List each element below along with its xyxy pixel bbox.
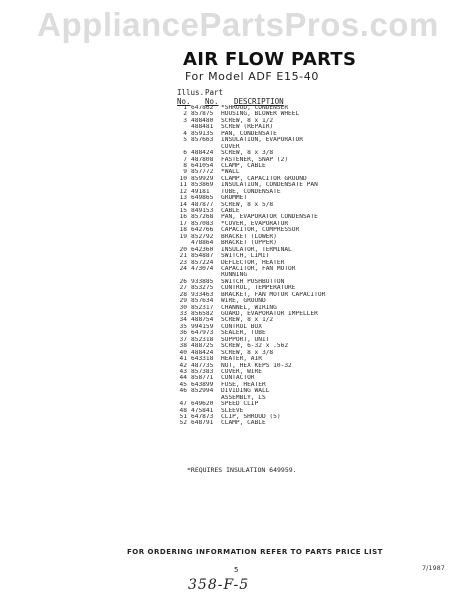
part-illus-no: 34 <box>179 317 187 324</box>
part-illus-no: 40 <box>179 349 187 356</box>
part-description: GROMMET <box>221 195 248 202</box>
part-description: WIRE, GROUND <box>221 298 266 305</box>
part-number: 641054 <box>191 162 214 169</box>
part-number: 853869 <box>191 182 214 189</box>
part-illus-no: 13 <box>179 195 187 202</box>
footnote: *REQUIRES INSULATION 649959. <box>187 466 297 474</box>
part-number: 857634 <box>191 298 214 305</box>
part-description: BRACKET, FAN MOTOR CAPACITOR <box>221 291 326 298</box>
part-number: 647873 <box>191 414 214 420</box>
part-illus-no: 8 <box>183 162 187 169</box>
part-illus-no: 41 <box>179 356 187 363</box>
part-number: 49181 <box>191 188 210 195</box>
part-illus-no: 30 <box>179 304 187 311</box>
part-description: CONTACTOR <box>221 375 255 382</box>
part-description: CAPACITOR, FAN MOTOR <box>221 265 296 272</box>
part-number: 642766 <box>191 227 214 234</box>
part-illus-no: 35 <box>179 323 187 330</box>
part-description: SPEED CLIP <box>221 401 259 408</box>
part-description: GUARD, EVAPORATOR IMPELLER <box>221 311 318 317</box>
part-description: CLAMP, CAPACITOR GROUND <box>221 175 307 182</box>
header-part: Part <box>205 88 224 97</box>
part-description: SCREW, 6-32 x .562 <box>221 343 289 350</box>
part-illus-no: 42 <box>179 362 187 369</box>
part-illus-no: 38 <box>179 343 187 350</box>
part-illus-no: 29 <box>179 298 187 305</box>
part-description: SCREW, 8 x 1/2 <box>221 317 274 324</box>
part-illus-no: 47 <box>179 401 187 408</box>
part-description: NUT, HEX KEPS 10-32 <box>221 362 292 369</box>
header-part-no: No. <box>205 97 219 106</box>
part-number: 649620 <box>191 401 214 408</box>
part-illus-no: 18 <box>179 227 187 234</box>
part-illus-no: 14 <box>179 201 187 208</box>
part-illus-no: 37 <box>179 336 187 343</box>
handwritten-note: 358-F-5 <box>188 577 250 593</box>
part-number: 857224 <box>191 259 214 266</box>
part-illus-no: 4 <box>183 130 187 137</box>
part-number: 857875 <box>191 111 214 118</box>
part-description: CAPACITOR, COMPRESSOR <box>221 227 300 234</box>
part-number: 854887 <box>191 253 214 260</box>
part-number: 487877 <box>191 201 214 208</box>
part-number: 647862 <box>191 105 214 111</box>
part-number: 649865 <box>191 195 214 202</box>
header-illus-no: No. <box>177 97 191 106</box>
part-description: CABLE <box>221 208 240 214</box>
part-description: *WALL <box>221 169 240 176</box>
part-illus-no: 9 <box>183 169 187 176</box>
part-number: 852994 <box>191 388 214 395</box>
part-description: SWITCH, LIMIT <box>221 253 270 260</box>
part-illus-no: 11 <box>179 182 187 189</box>
part-number: 852318 <box>191 336 214 343</box>
part-illus-no: 26 <box>179 278 187 285</box>
part-description: SCREW, 8 x 1/2 <box>221 117 274 124</box>
part-illus-no: 51 <box>179 414 187 420</box>
part-number: 478864 <box>191 240 214 247</box>
part-number: 933885 <box>191 278 214 285</box>
part-illus-no: 17 <box>179 220 187 227</box>
part-description: PAN, EVAPORATOR CONDENSATE <box>221 214 318 221</box>
part-number: 643899 <box>191 381 214 388</box>
part-illus-no: 52 <box>179 420 187 427</box>
part-description: SLEEVE <box>221 407 244 414</box>
part-description: CHANNEL, WIRING <box>221 304 277 311</box>
part-description: INSULATION, CONDENSATE PAN <box>221 182 318 189</box>
part-description: BRACKET (UPPER) <box>221 240 277 247</box>
part-number: 488725 <box>191 343 214 350</box>
part-number: 488424 <box>191 349 214 356</box>
header-illus: Illus. <box>177 88 205 97</box>
part-description: SEALER, TUBE <box>221 330 266 337</box>
part-number: 856582 <box>191 311 214 317</box>
part-description: SWITCH PUSHBUTTON <box>221 278 285 285</box>
part-illus-no: 24 <box>179 265 187 272</box>
part-description: HEATER, AIR <box>221 356 262 363</box>
part-number: 487808 <box>191 156 214 163</box>
part-number: 852317 <box>191 304 214 311</box>
part-number: 488424 <box>191 150 214 157</box>
part-illus-no: 27 <box>179 285 187 292</box>
part-number: 858771 <box>191 375 214 382</box>
model-subtitle: For Model ADF E15-40 <box>185 70 319 83</box>
part-number: 859929 <box>191 175 214 182</box>
parts-list <box>176 105 456 427</box>
part-illus-no: 43 <box>179 368 187 375</box>
part-number: 857772 <box>191 169 214 176</box>
page-number: 5 <box>234 566 239 574</box>
part-number: 994159 <box>191 323 214 330</box>
part-number: 642360 <box>191 246 214 253</box>
part-description: CONTROL, TEMPERATURE <box>221 285 296 292</box>
part-description: SCREW (REPAIR) <box>221 124 274 131</box>
part-description: *COVER, EVAPORATOR <box>221 220 289 227</box>
part-illus-no: 6 <box>183 150 187 157</box>
watermark: AppliancePartsPros.com <box>37 6 439 43</box>
part-number: 857083 <box>191 220 214 227</box>
part-illus-no: 23 <box>179 259 187 266</box>
part-number: 857383 <box>191 368 214 375</box>
part-illus-no: 28 <box>179 291 187 298</box>
part-description: HOUSING, BLOWER WHEEL <box>221 111 300 118</box>
part-description: CLAMP, CABLE <box>221 162 266 169</box>
part-description: INSULATOR, TERMINAL <box>221 246 292 253</box>
part-description: SUPPORT, UNIT <box>221 336 270 343</box>
part-illus-no: 21 <box>179 253 187 260</box>
part-description: DIVIDING WALL <box>221 388 270 395</box>
part-number: 852792 <box>191 233 214 240</box>
part-illus-no: 10 <box>179 175 187 182</box>
date-code: 7/1987 <box>422 564 445 572</box>
part-illus-no: 12 <box>179 188 187 195</box>
part-illus-no: 3 <box>183 117 187 124</box>
part-illus-no: 7 <box>183 156 187 163</box>
part-number: 647973 <box>191 330 214 337</box>
part-illus-no: 44 <box>179 375 187 382</box>
part-description: COVER, WIRE <box>221 368 262 375</box>
part-illus-no: 19 <box>179 233 187 240</box>
part-description: CLIP, SHROUD (5) <box>221 414 281 420</box>
part-number: 487735 <box>191 362 214 369</box>
part-illus-no: 36 <box>179 330 187 337</box>
part-description: TUBE, CONDENSATE <box>221 188 281 195</box>
part-description: CLAMP, CABLE <box>221 420 266 427</box>
part-number: 488480 <box>191 117 214 124</box>
part-illus-no: 1 <box>183 105 187 111</box>
part-description: FUSE, HEATER <box>221 381 266 388</box>
part-description: CONTROL BOX <box>221 323 262 330</box>
part-illus-no: 20 <box>179 246 187 253</box>
part-description: SCREW, 8 x 5/8 <box>221 201 274 208</box>
part-description: FASTENER, SNAP (2) <box>221 156 289 163</box>
part-illus-no: 48 <box>179 407 187 414</box>
part-number: 475841 <box>191 407 214 414</box>
part-illus-no: 15 <box>179 208 187 214</box>
part-number: 643318 <box>191 356 214 363</box>
part-description: INSULATION, EVAPORATOR <box>221 137 303 144</box>
part-description: BRACKET (LOWER) <box>221 233 277 240</box>
header-description: DESCRIPTION <box>234 97 284 106</box>
part-number: 857268 <box>191 214 214 221</box>
part-number: 488754 <box>191 317 214 324</box>
part-description: SCREW, 8 x 3/8 <box>221 150 274 157</box>
part-illus-no: 46 <box>179 388 187 395</box>
part-row <box>176 420 456 426</box>
part-number: 488481 <box>191 124 214 131</box>
part-description: SCREW, 8 x 3/8 <box>221 349 274 356</box>
part-illus-no: 33 <box>179 311 187 317</box>
part-illus-no: 16 <box>179 214 187 221</box>
part-number: 473074 <box>191 265 214 272</box>
ordering-note: FOR ORDERING INFORMATION REFER TO PARTS PRICE LIST <box>127 548 383 556</box>
part-number: 648791 <box>191 420 214 427</box>
part-description: RUNNING <box>221 272 248 279</box>
part-number: 849153 <box>191 208 214 214</box>
part-description: ASSEMBLY, LS <box>221 394 266 401</box>
part-illus-no: 45 <box>179 381 187 388</box>
part-description: DEFLECTOR, HEATER <box>221 259 285 266</box>
part-description: COVER <box>221 143 240 150</box>
part-number: 853275 <box>191 285 214 292</box>
part-illus-no: 2 <box>183 111 187 118</box>
part-description: PAN, CONDENSATE <box>221 130 277 137</box>
part-description: *SHROUD, CONDENSER <box>221 105 289 111</box>
part-number: 933463 <box>191 291 214 298</box>
page-title: AIR FLOW PARTS <box>183 49 357 70</box>
part-number: 859135 <box>191 130 214 137</box>
part-illus-no: 5 <box>183 137 187 144</box>
part-number: 857663 <box>191 137 214 144</box>
